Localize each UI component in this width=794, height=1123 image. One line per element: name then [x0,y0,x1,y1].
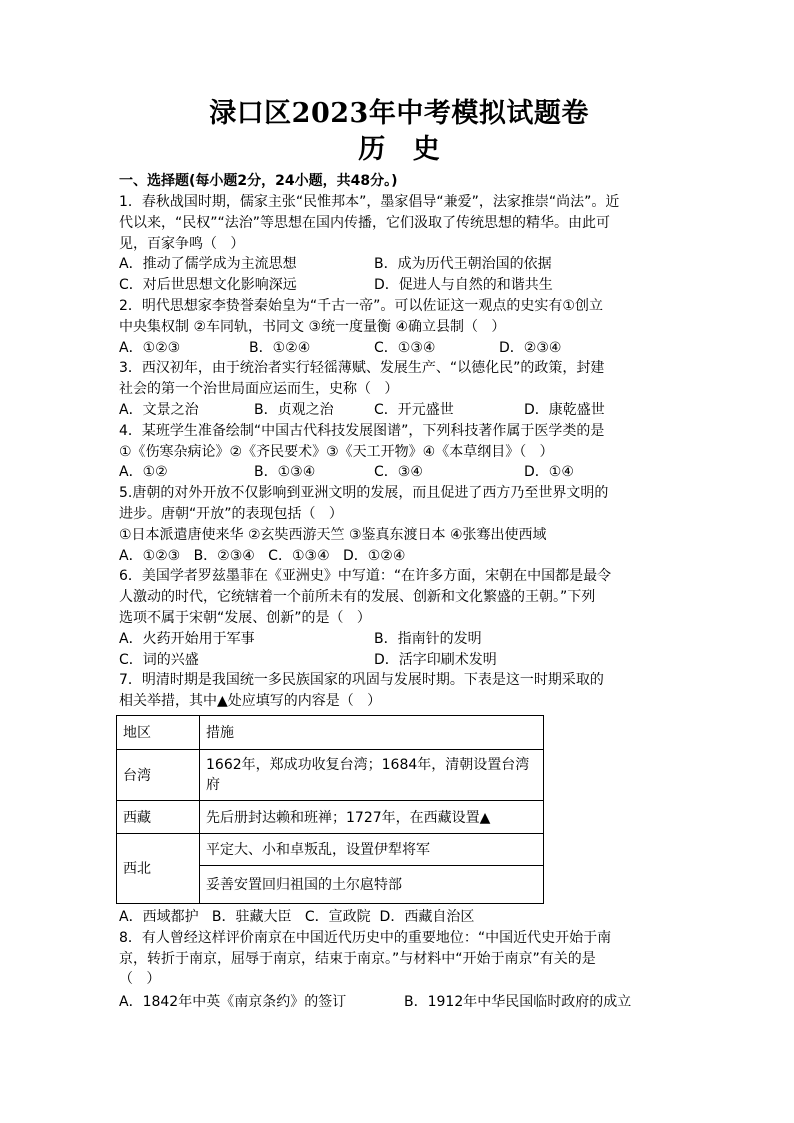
option-d: D．康乾盛世 [524,401,605,418]
option-b: B．①②④ [249,339,311,356]
table-cell-region: 西北 [117,833,200,903]
table-header-measures: 措施 [200,715,544,749]
option-a: A．①② [119,464,168,481]
table-row [117,800,544,833]
question-stem-line: ①日本派遣唐使来华 ②玄奘西游天竺 ③鉴真东渡日本 ④张骞出使西域 [119,526,547,543]
section-heading: 一、选择题(每小题2分，24小题，共48分。) [119,173,398,189]
question-stem-line: 京，转折于南京，屈辱于南京，结束于南京。”与材料中“开始于南京”有关的是 [119,950,596,967]
table-header-region: 地区 [117,715,200,749]
question-stem-line: （ ） [119,971,161,988]
table-cell-measure: 先后册封达赖和班禅；1727年，在西藏设置▲ [200,800,544,833]
question-stem-line: ①《伤寒杂病论》②《齐民要术》③《天工开物》④《本草纲目》（ ） [119,443,554,460]
question-stem-line: 社会的第一个治世局面应运而生，史称（ ） [119,381,399,398]
answer-options [119,254,679,296]
exam-page [119,96,679,1013]
table-cell-region: 西藏 [117,800,200,833]
table-row [117,833,544,865]
answer-options: A．西域都护 B．驻藏大臣 C．宣政院 D．西藏自治区 [119,908,475,925]
measures-table [116,715,544,904]
question-stem-line: 5.唐朝的对外开放不仅影响到亚洲文明的发展，而且促进了西方乃至世界文明的 [119,485,609,502]
question-3 [119,358,679,420]
option-a: A．文景之治 [119,401,199,418]
table-cell-measure: 1662年，郑成功收复台湾；1684年，清朝设置台湾府 [200,749,544,800]
option-a: A．火药开始用于军事 [119,630,255,647]
option-a: A．推动了儒学成为主流思想 [119,256,297,273]
question-stem-line: 相关举措，其中▲处应填写的内容是（ ） [119,693,382,710]
option-b: B．贞观之治 [254,401,334,418]
question-8 [119,928,679,1013]
answer-options [119,992,679,1013]
option-c: C．开元盛世 [374,401,454,418]
subject-title: 历 史 [358,134,440,165]
question-stem-line: 6．美国学者罗兹墨菲在《亚洲史》中写道：“在许多方面，宋朝在中国都是最令 [119,568,612,585]
exam-title: 渌口区2023年中考模拟试题卷 [209,98,589,129]
option-d: D．①④ [524,464,574,481]
question-stem-line: 代以来，“民权”“法治”等思想在国内传播，它们汲取了传统思想的精华。由此可 [119,214,611,231]
answer-options [119,400,679,421]
question-5 [119,483,679,566]
table-row [117,749,544,800]
question-stem-line: 中央集权制 ②车同轨，书同文 ③统一度量衡 ④确立县制（ ） [119,318,506,335]
question-stem-line: 2．明代思想家李贽誉秦始皇为“千古一帝”。可以佐证这一观点的史实有①创立 [119,297,603,314]
question-stem-line: 8．有人曾经这样评价南京在中国近代历史中的重要地位：“中国近代史开始于南 [119,929,612,946]
option-d: D．②③④ [499,339,562,356]
question-stem-line: 1．春秋战国时期，儒家主张“民惟邦本”，墨家倡导“兼爱”，法家推崇“尚法”。近 [119,194,620,210]
option-d: D．促进人与自然的和谐共生 [374,277,553,294]
option-c: C．对后世思想文化影响深远 [119,277,297,294]
question-4 [119,421,679,483]
table-cell-region: 台湾 [117,749,200,800]
question-stem-line: 选项不属于宋朝“发展、创新”的是（ ） [119,609,371,626]
answer-options: A．①②③ B．②③④ C．①③④ D．①②④ [119,547,406,564]
question-1 [119,192,679,296]
option-c: C．①③④ [374,339,436,356]
question-stem-line: 4．某班学生准备绘制“中国古代科技发展图谱”，下列科技著作属于医学类的是 [119,422,605,439]
question-stem-line: 见，百家争鸣（ ） [119,235,245,252]
option-b: B．1912年中华民国临时政府的成立 [404,994,632,1011]
question-6 [119,566,679,670]
answer-options [119,338,679,359]
question-stem-line: 人激动的时代，它统辖着一个前所未有的发展、创新和文化繁盛的王朝。”下列 [119,589,596,606]
question-7 [119,670,679,927]
question-stem-line: 3．西汉初年，由于统治者实行轻徭薄赋、发展生产、“以德化民”的政策，封建 [119,360,605,377]
option-c: C．词的兴盛 [119,651,199,668]
option-b: B．①③④ [254,464,316,481]
table-header-row [117,715,544,749]
question-2 [119,296,679,358]
question-stem-line: 7．明清时期是我国统一多民族国家的巩固与发展时期。下表是这一时期采取的 [119,672,604,689]
option-a: A．1842年中英《南京条约》的签订 [119,994,347,1011]
table-cell-measure: 妥善安置回归祖国的土尔扈特部 [200,865,544,903]
table-cell-measure: 平定大、小和卓叛乱，设置伊犁将军 [200,833,544,865]
answer-options [119,462,679,483]
option-b: B．成为历代王朝治国的依据 [374,256,552,273]
question-stem-line: 进步。唐朝“开放”的表现包括（ ） [119,505,343,522]
answer-options [119,629,679,671]
option-c: C．③④ [374,464,423,481]
option-b: B．指南针的发明 [374,630,482,647]
option-a: A．①②③ [119,339,181,356]
option-d: D．活字印刷术发明 [374,651,497,668]
